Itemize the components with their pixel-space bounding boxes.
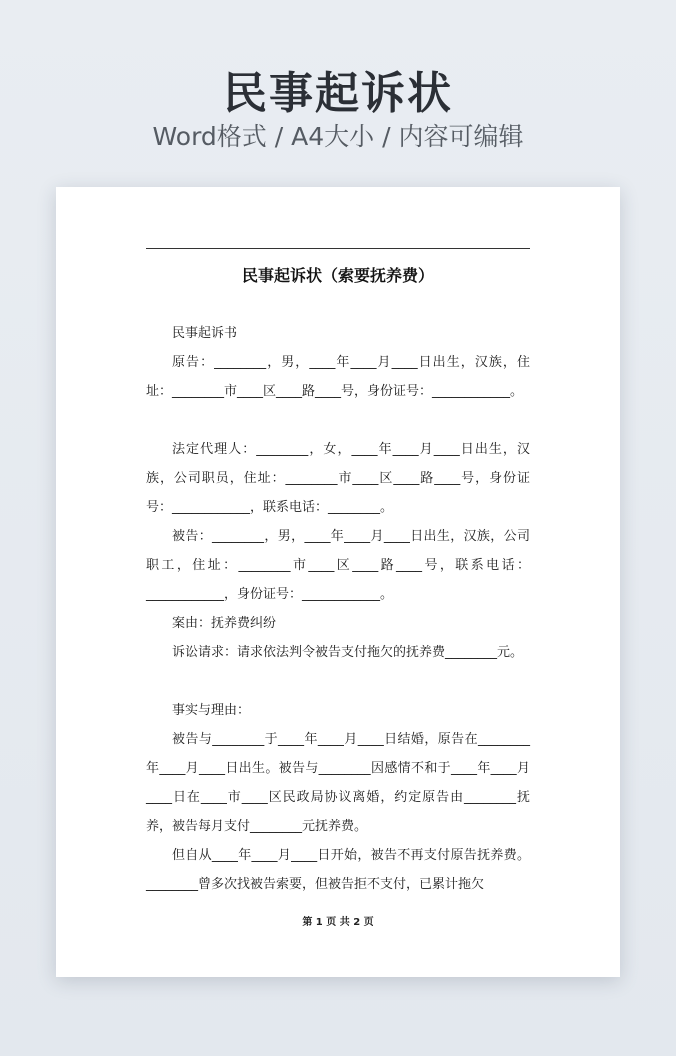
paragraph-heading: 民事起诉书 — [172, 326, 238, 341]
document-title: 民事起诉状（索要抚养费） — [241, 266, 434, 285]
paragraph-plaintiff: 原告：________，男，____年____月____日出生，汉族，住址：________市____区____路____号，身份证号：____________。 — [146, 355, 530, 399]
paragraph-facts-2: 但自从____年____月____日开始，被告不再支付原告抚养费。________曾多次找被告索要，但被告拒不支付，已累计拖欠 — [146, 848, 530, 892]
paragraph-facts-1: 被告与________于____年____月____日结婚，原告在________年____月____日出生。被告与________因感情不和于____年____月____日在____市____区民政局协议离婚，约定原告由________抚养，被告每月支付________元抚养费。 — [146, 732, 530, 834]
header-rule — [146, 248, 530, 249]
paragraph-defendant: 被告：________，男，____年____月____日出生，汉族，公司职工，住址：________市____区____路____号，联系电话：____________，身份证号：____________。 — [146, 529, 530, 602]
banner-title: 民事起诉状 — [223, 68, 453, 119]
paragraph-cause: 案由：抚养费纠纷 — [172, 616, 277, 631]
banner-subtitle: Word格式 / A4大小 / 内容可编辑 — [152, 122, 524, 151]
page-number: 第 1 页 共 2 页 — [302, 917, 374, 928]
paragraph-claims: 诉讼请求：请求依法判令被告支付拖欠的抚养费________元。 — [172, 645, 524, 660]
paragraph-facts-heading: 事实与理由： — [172, 703, 251, 718]
document-body — [146, 319, 530, 899]
paragraph-legal-representative: 法定代理人：________，女，____年____月____日出生，汉族，公司职员，住址：________市____区____路____号，身份证号：____________，联系电话：________。 — [146, 442, 530, 515]
document-page — [56, 187, 620, 977]
